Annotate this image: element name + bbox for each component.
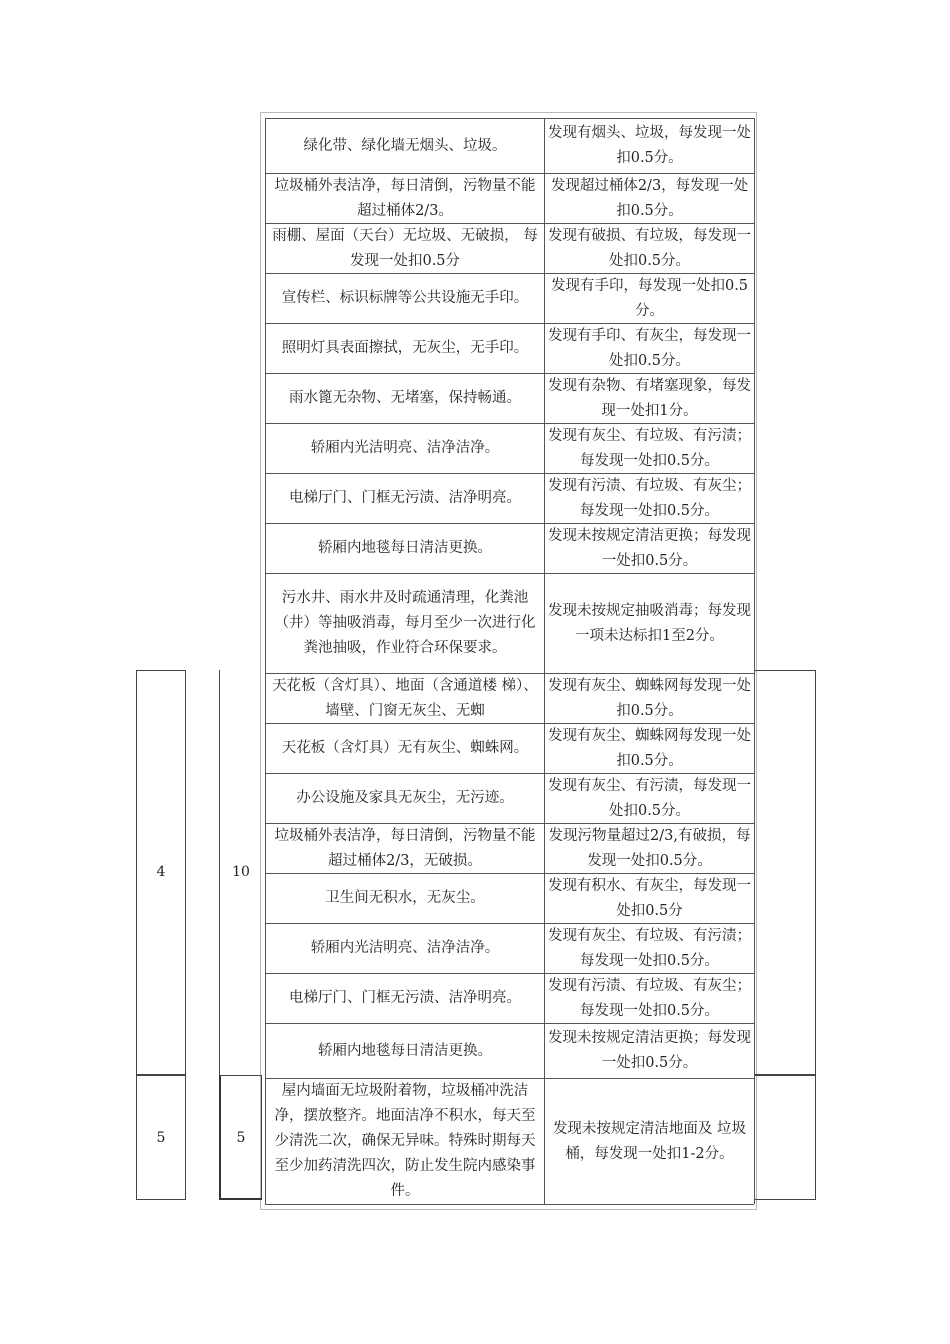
deduction-cell: 发现有破损、有垃圾，每发现一处扣0.5分。: [548, 227, 751, 269]
deduction-cell: 发现污物量超过2/3,有破损，每发现一处扣0.5分。: [548, 827, 751, 869]
deduction-cell: 发现未按规定抽吸消毒；每发现一项未达标扣1至2分。: [548, 602, 751, 644]
requirement-cell: 办公设施及家具无灰尘，无污迹。: [296, 790, 514, 806]
table-rule: [754, 118, 755, 1204]
deduction-cell: 发现有手印、有灰尘，每发现一处扣0.5分。: [548, 327, 751, 369]
requirement-cell: 垃圾桶外表洁净，每日清倒，污物量不能超过桶体2/3。: [274, 177, 536, 219]
deduction-cell: 发现有灰尘、有垃圾、有污渍；每发现一处扣0.5分。: [548, 927, 751, 969]
deduction-cell: 发现有手印，每发现一处扣0.5 分。: [550, 277, 749, 319]
requirement-cell: 天花板（含灯具）、地面（含通道楼 梯）、墙壁、门窗无灰尘、无蜘: [272, 677, 538, 719]
deduction-cell: 发现未按规定清洁更换；每发现一处扣0.5分。: [548, 527, 751, 569]
deduction-cell: 发现有烟头、垃圾，每发现一处扣0.5分。: [548, 125, 751, 166]
requirement-cell: 电梯厅门、门框无污渍、洁净明亮。: [289, 490, 521, 506]
requirement-cell: 轿厢内光洁明亮、洁净洁净。: [310, 440, 500, 456]
requirement-cell: 轿厢内光洁明亮、洁净洁净。: [310, 940, 500, 956]
requirement-cell: 轿厢内地毯每日清洁更换。: [318, 1042, 492, 1059]
requirement-cell: 绿化带、绿化墙无烟头、垃圾。: [303, 137, 507, 154]
requirement-cell: 轿厢内地毯每日清洁更换。: [318, 540, 492, 556]
requirement-cell: 照明灯具表面擦拭，无灰尘，无手印。: [281, 340, 529, 356]
table-rule: [265, 1204, 754, 1205]
deduction-cell: 发现有灰尘、有污渍，每发现一处扣0.5分。: [548, 777, 751, 819]
deduction-cell: 发现有灰尘、蜘蛛网每发现一处扣0.5分。: [548, 727, 751, 769]
group-4-score: 10: [232, 864, 250, 880]
deduction-cell: 发现超过桶体2/3，每发现一处扣0.5分。: [550, 177, 749, 219]
deduction-cell: 发现未按规定清洁更换；每发现一处扣0.5分。: [548, 1030, 751, 1071]
deduction-cell: 发现有积水、有灰尘，每发现一处扣0.5分: [548, 877, 751, 919]
group-5-right-box: [755, 1075, 816, 1200]
requirement-cell: 电梯厅门、门框无污渍、洁净明亮。: [289, 990, 521, 1006]
deduction-cell: 发现有污渍、有垃圾、有灰尘；每发现一处扣0.5分。: [548, 477, 751, 519]
requirement-cell: 垃圾桶外表洁净，每日清倒，污物量不能超过桶体2/3，无破损。: [274, 827, 536, 869]
deduction-cell: 发现有灰尘、有垃圾、有污渍；每发现一处扣0.5分。: [548, 427, 751, 469]
deduction-cell: 发现有污渍、有垃圾、有灰尘；每发现一处扣0.5分。: [548, 977, 751, 1019]
requirement-cell: 屋内墙面无垃圾附着物，垃圾桶冲洗洁净，摆放整齐。地面洁净不积水，每天至少清洗二次，确保无异味。特殊时期每天至少加药清洗四次，防止发生院内感染事件。: [274, 1083, 536, 1199]
group-5-score: 5: [236, 1130, 246, 1146]
requirement-cell: 雨棚、屋面（天台）无垃圾、无破损， 每发现一处扣0.5分: [272, 227, 538, 269]
deduction-cell: 发现有灰尘、蜘蛛网每发现一处扣0.5分。: [548, 677, 751, 719]
group-4-right-box: [755, 670, 816, 1075]
requirement-cell: 污水井、雨水井及时疏通清理，化粪池（井）等抽吸消毒，每月至少一次进行化粪池抽吸，作业符合环保要求。: [274, 590, 536, 656]
requirement-cell: 天花板（含灯具）无有灰尘、蜘蛛网。: [281, 740, 529, 756]
requirement-cell: 雨水篦无杂物、无堵塞，保持畅通。: [289, 390, 521, 406]
group-5-no: 5: [156, 1130, 166, 1146]
deduction-cell: 发现有杂物、有堵塞现象，每发现一处扣1分。: [548, 377, 751, 419]
deduction-cell: 发现未按规定清洁地面及 垃圾桶，每发现一处扣1-2分。: [552, 1120, 747, 1162]
requirement-cell: 宣传栏、标识标牌等公共设施无手印。: [281, 290, 529, 306]
requirement-cell: 卫生间无积水，无灰尘。: [325, 890, 485, 906]
group-4-no: 4: [156, 864, 166, 880]
